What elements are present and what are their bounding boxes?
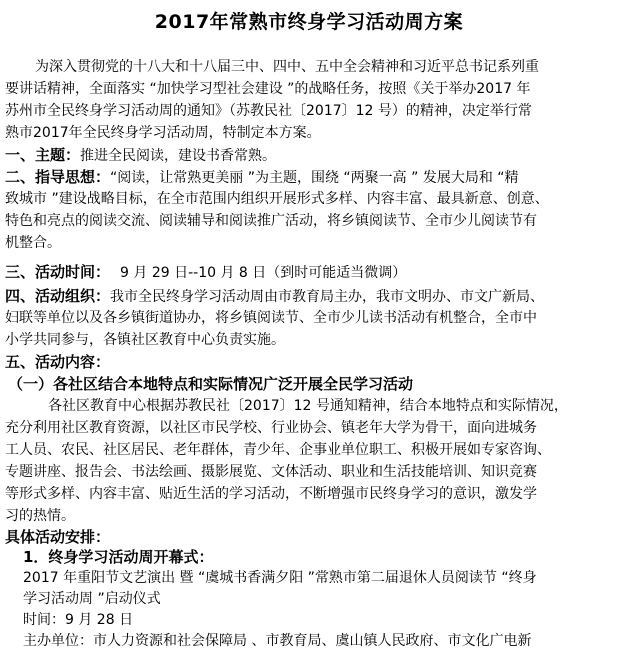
time-row: [5, 262, 406, 283]
intro-line-3: 苏州市全民终身学习活动周的通知》（苏教民社〔2017〕12 号）的精神，决定举行常: [5, 103, 532, 119]
item1-heading: 1．终身学习活动周开幕式：: [23, 548, 214, 566]
item1-line-1: 2017 年重阳节文艺演出 暨 “虞城书香满夕阳 ”常熟市第二届退休人员阅读节 “终身: [23, 570, 537, 586]
arrangement-heading: 具体活动安排：: [5, 528, 111, 546]
guiding-line-2: 致城市 ”建设战略目标，在全市范围内组织开展形式多样、内容丰富、最具新意、创意、: [5, 191, 549, 207]
sub1-line-4: 专题讲座、报告会、书法绘画、摄影展览、文体活动、职业和生活技能培训、知识竞赛: [5, 464, 537, 480]
guiding-heading: 二、指导思想：: [5, 168, 111, 186]
guiding-line-3: 特色和亮点的阅读交流、阅读辅导和阅读推广活动，将乡镇阅读节、全市少儿阅读节有: [5, 213, 537, 229]
time-heading: 三、活动时间：: [5, 263, 111, 281]
item1-line-3: 时间：9 月 28 日: [23, 612, 134, 628]
org-row: [5, 286, 544, 307]
document-title: 2017年常熟市终身学习活动周方案: [154, 11, 464, 33]
org-line-3: 小学共同参与，各镇社区教育中心负责实施。: [5, 332, 285, 348]
sub1-heading: （一）各社区结合本地特点和实际情况广泛开展全民学习活动: [8, 375, 414, 393]
sub1-line-5: 等形式多样、内容丰富、贴近生活的学习活动，不断增强市民终身学习的意识，激发学: [5, 486, 537, 502]
intro-line-1: 为深入贯彻党的十八大和十八届三中、四中、五中全会精神和习近平总书记系列重: [35, 59, 539, 75]
guiding-line-4: 机整合。: [5, 235, 61, 251]
sub1-line-3: 工人员、农民、社区居民、老年群体，青少年、企事业单位职工、积极开展如专家咨询、: [5, 442, 551, 458]
sub1-line-6: 习的热情。: [5, 508, 75, 524]
sub1-line-2: 充分利用社区教育资源，以社区市民学校、行业协会、镇老年大学为骨干，面向进城务: [5, 420, 537, 436]
guiding-line-1: “阅读，让常熟更美丽 ”为主题，围绕 “两聚一高 ” 发展大局和 “精: [110, 170, 519, 186]
item1-line-4: 主办单位：市人力资源和社会保障局 、市教育局、虞山镇人民政府、市文化广电新: [23, 633, 532, 649]
content-heading: 五、活动内容：: [5, 353, 111, 371]
sub1-line-1: 各社区教育中心根据苏教民社〔2017〕12 号通知精神，结合本地特点和实际情况，: [48, 398, 568, 414]
org-line-1: 我市全民终身学习活动周由市教育局主办，我市文明办、市文广新局、: [110, 289, 545, 305]
org-line-2: 妇联等单位以及各乡镇街道协办，将乡镇阅读节、全市少儿读书活动有机整合，全市中: [5, 310, 537, 326]
theme-row: [5, 145, 276, 166]
theme-text: 推进全民阅读，建设书香常熟。: [80, 148, 277, 164]
intro-line-4: 熟市2017年全民终身学习活动周，特制定本方案。: [5, 125, 321, 141]
guiding-row: [5, 167, 519, 188]
intro-line-2: 要讲话精神，全面落实 “加快学习型社会建设 ”的战略任务，按照《关于举办2017 年: [5, 81, 531, 97]
item1-line-2: 学习活动周 ”启动仪式: [23, 591, 161, 607]
theme-heading: 一、主题：: [5, 146, 81, 164]
time-text: 9 月 29 日--10 月 8 日（到时可能适当微调）: [120, 265, 407, 281]
org-heading: 四、活动组织：: [5, 287, 111, 305]
